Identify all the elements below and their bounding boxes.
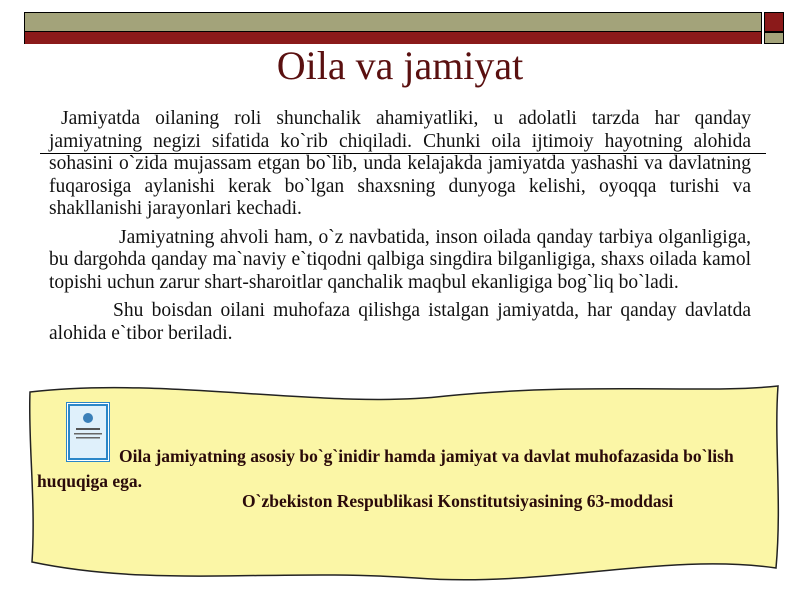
quote-source: O`zbekiston Respublikasi Konstitutsiyasining 63-moddasi — [242, 491, 674, 511]
paragraph-1: Jamiyatda oilaning roli shunchalik ahamiyatliki, u adolatli tarzda har qanday jamiyatning negizi sifatida ko`rib chiqiladi. Chunki oila ijtimoiy hayotning alohida sohasini o`zida mujassam etgan bo`lib, unda kelajakda jamiyatda yashashi va davlatning fuqarosiga aylanishi kerak bo`lgan shaxsning dunyoga kelishi, oyoqqa turishi va shakllanishi jarayonlari kechadi. — [49, 108, 751, 219]
header-bar-olive — [24, 12, 762, 32]
paragraph-2: Jamiyatning ahvoli ham, o`z navbatida, inson oilada qanday tarbiya olganligiga, bu dargohda qanday ma`naviy e`tiqodni qalbiga singdira bilganligiga, shaxs oilada kamol topishi uchun zarur shart-sharoitlar qanchalik maqbul ekanligiga bog`liq bo`ladi. — [49, 226, 751, 293]
horizontal-rule — [40, 153, 766, 154]
slide-title: Oila va jamiyat — [276, 43, 524, 88]
paragraph-3: Shu boisdan oilani muhofaza qilishga istalgan jamiyatda, har qanday davlatda alohida e`tibor beriladi. — [49, 300, 751, 344]
constitution-quote — [37, 444, 763, 494]
corner-square-red — [764, 12, 784, 32]
body-text — [49, 108, 751, 351]
quote-text: Oila jamiyatning asosiy bo`g`inidir hamda jamiyat va davlat muhofazasida bo`lish huquqiga ega. — [37, 446, 734, 491]
